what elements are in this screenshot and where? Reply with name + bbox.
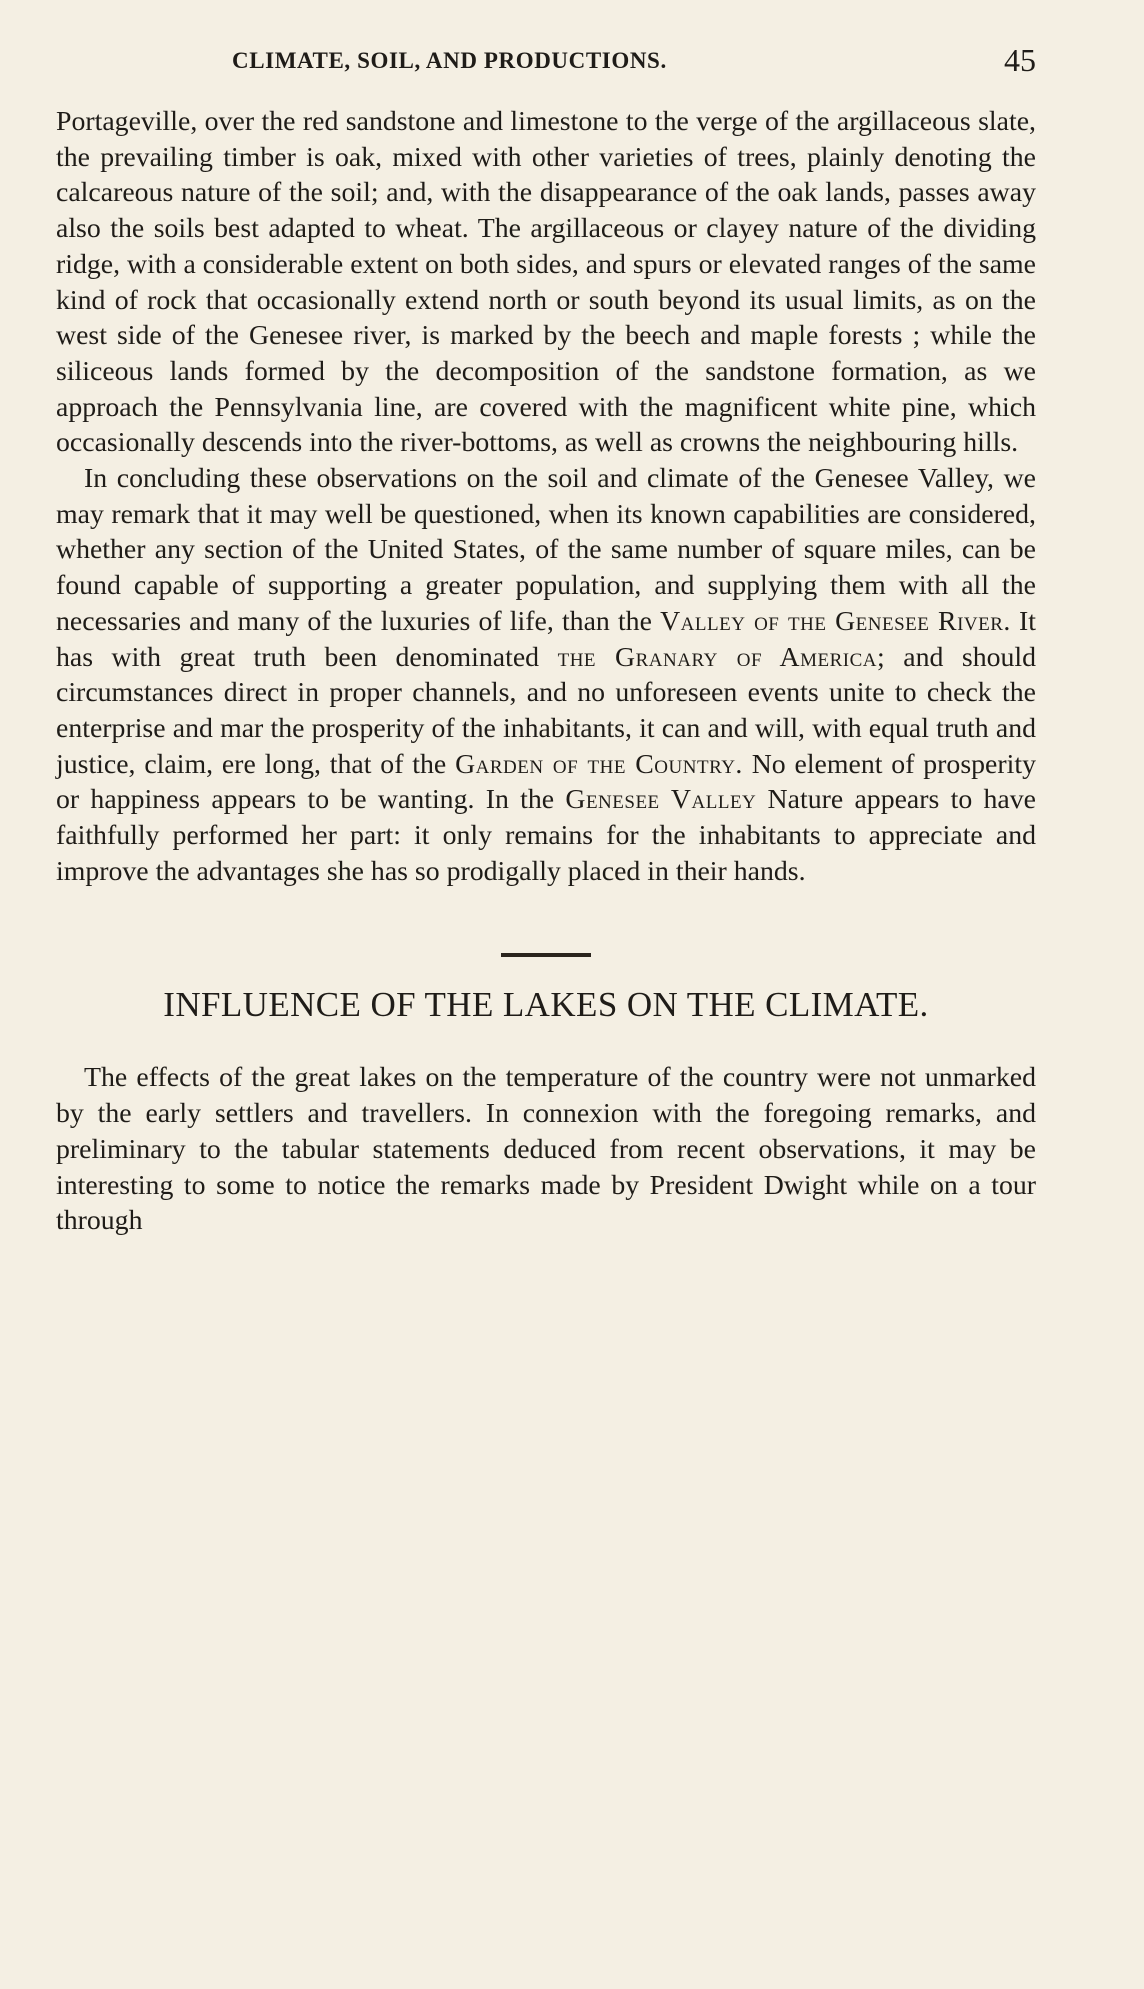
conclusion-text-3: ; and should circumstances direct in proper channels, and no unforeseen events unite to check the enterprise and mar the prosperity of the inhabitants, it can and will, with equal truth and justice, claim, ere long, that of the <box>56 641 1037 780</box>
section-divider <box>501 953 591 957</box>
paragraph-conclusion <box>56 461 1036 889</box>
valley-of-the-genesee-river: Valley of the Genesee River. <box>660 605 1011 637</box>
running-head: CLIMATE, SOIL, AND PRODUCTIONS. <box>232 48 667 73</box>
genesee-valley: Genesee Valley <box>565 784 757 816</box>
conclusion-text-4: No element of prosperity or happiness appears to be wanting. In the <box>56 748 1036 816</box>
conclusion-text-1: In concluding these observations on the soil and climate of the Genesee Valley, we may remark that it may well be questioned, when its known capabilities are considered, whether any section of the United States, of the same number of square miles, can be found capable of supporting a greater population, and supplying them with all the necessaries and many of the luxuries of life, than the <box>56 463 1036 637</box>
section-title: INFLUENCE OF THE LAKES ON THE CLIMATE. <box>163 985 929 1025</box>
conclusion-text-2: It has with great truth been denominated <box>56 605 1036 673</box>
garden-of-the-country: Garden of the Country. <box>455 748 743 780</box>
conclusion-text-5: Nature appears to have faithfully performed her part: it only remains for the inhabitants to appreciate and improve the advantages she has so prodigally placed in their hands. <box>56 784 1036 887</box>
paragraph-soil-timber: Portageville, over the red sandstone and limestone to the verge of the argillaceous slate, the prevailing timber is oak, mixed with other varieties of trees, plainly denoting the calcareous nature of the soil; and, with the disappearance of the oak lands, passes away also the soils best adapted to wheat. The argillaceous or clayey nature of the dividing ridge, with a considerable extent on both sides, and spurs or elevated ranges of the same kind of rock that occasionally extend north or south beyond its usual limits, as on the west side of the Genesee river, is marked by the beech and maple forests ; while the siliceous lands formed by the decomposition of the sandstone formation, as we approach the Pennsylvania line, are covered with the magnificent white pine, which occasionally descends into the river-bottoms, as well as crowns the neighbouring hills. <box>56 106 1036 459</box>
granary-of-america: the Granary of America <box>557 641 878 673</box>
book-page <box>56 38 1036 1239</box>
page-header <box>56 38 1036 88</box>
paragraph-lakes-effect: The effects of the great lakes on the temperature of the country were not unmarked by the early settlers and travellers. In connexion with the foregoing remarks, and preliminary to the tabular statements deduced from recent observations, it may be interesting to some to notice the remarks made by President Dwight while on a tour through <box>56 1062 1036 1237</box>
page-number: 45 <box>1004 42 1036 78</box>
